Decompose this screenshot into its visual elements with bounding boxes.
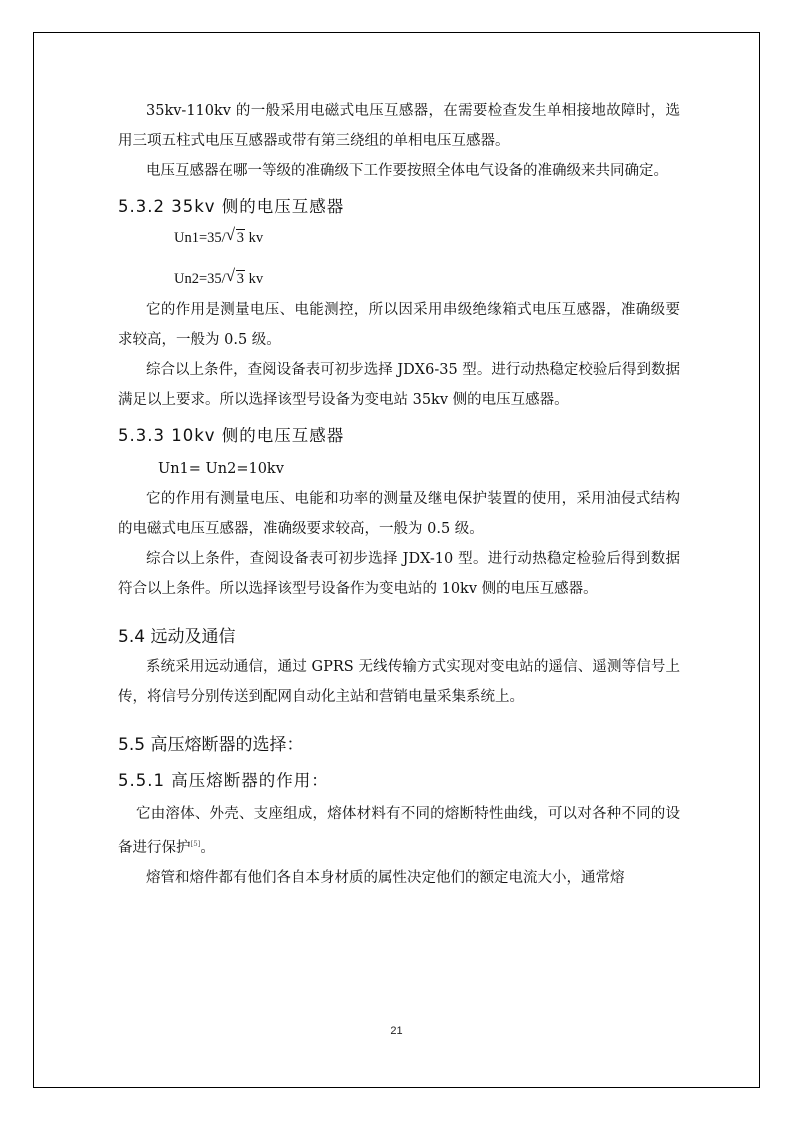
heading-5-5-1: 5.5.1 高压熔断器的作用： [118,771,329,790]
citation-ref[interactable]: [5] [190,840,201,848]
paragraph: 综合以上条件，查阅设备表可初步选择 JDX-10 型。进行动热稳定检验后得到数据符合以上条件。所以选择该型号设备作为变电站的 10kv 侧的电压互感器。 [118,551,680,597]
paragraph: 电压互感器在哪一等级的准确级下工作要按照全体电气设备的准确级来共同确定。 [146,163,668,179]
sqrt-symbol: √ 3 [225,225,244,246]
formula-un1: Un1=35/ √ 3 kv [174,225,264,246]
document-body [118,96,680,893]
heading-5-3-3: 5.3.3 10kv 侧的电压互感器 [118,426,345,445]
paragraph: 35kv-110kv 的一般采用电磁式电压互感器，在需要检查发生单相接地故障时，选用三项五柱式电压互感器或带有第三绕组的单相电压互感器。 [118,103,680,149]
paragraph: 它由溶体、外壳、支座组成，熔体材料有不同的熔断特性曲线，可以对各种不同的设备进行保护[5]。 [118,806,680,856]
paragraph: 它的作用有测量电压、电能和功率的测量及继电保护装置的使用，采用油侵式结构的电磁式电压互感器，准确级要求较高，一般为 0.5 级。 [118,491,680,537]
sqrt-symbol: √ 3 [225,266,244,287]
paragraph: 综合以上条件，查阅设备表可初步选择 JDX6-35 型。进行动热稳定校验后得到数据满足以上要求。所以选择该型号设备为变电站 35kv 侧的电压互感器。 [118,362,680,408]
paragraph: 熔管和熔件都有他们各自本身材质的属性决定他们的额定电流大小，通常熔 [146,870,625,886]
heading-5-4: 5.4 远动及通信 [118,627,236,647]
heading-5-5: 5.5 高压熔断器的选择： [118,735,304,755]
formula-un2: Un2=35/ √ 3 kv [174,266,264,287]
paragraph: 系统采用远动通信，通过 GPRS 无线传输方式实现对变电站的遥信、遥测等信号上传，将信号分别传送到配网自动化主站和营销电量采集系统上。 [118,659,680,705]
heading-5-3-2: 5.3.2 35kv 侧的电压互感器 [118,197,345,216]
formula-un-10kv: Un1= Un2=10kv [158,461,284,477]
formula-block-35kv [118,225,680,289]
paragraph: 它的作用是测量电压、电能测控，所以因采用串级绝缘箱式电压互感器，准确级要求较高，一般为 0.5 级。 [118,302,680,348]
page-number: 21 [390,1025,403,1037]
